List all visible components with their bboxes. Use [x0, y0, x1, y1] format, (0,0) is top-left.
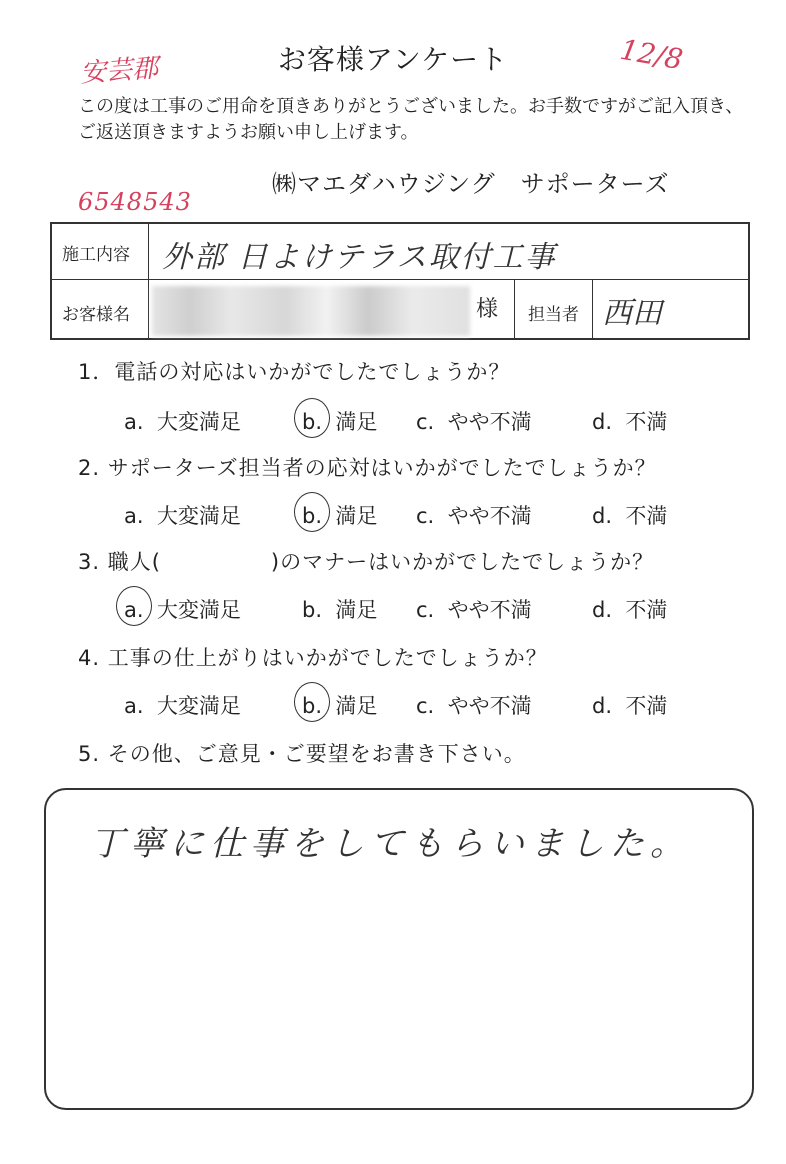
- option-b[interactable]: b. 満足: [302, 690, 377, 720]
- question-5: 5. その他、ご意見・ご要望をお書き下さい。: [78, 742, 526, 766]
- option-a[interactable]: a. 大変満足: [124, 410, 241, 434]
- option-b[interactable]: b. 満足: [302, 406, 377, 436]
- option-c[interactable]: c. やや不満: [416, 504, 532, 528]
- option-a[interactable]: a. 大変満足: [124, 504, 241, 528]
- work-value: 外部 日よけテラス取付工事: [162, 240, 557, 275]
- selection-circle: [116, 586, 152, 626]
- info-table: [50, 222, 750, 340]
- comment-text: 丁寧に仕事をしてもらいました。: [90, 824, 690, 864]
- option-a[interactable]: a. 大変満足: [124, 594, 241, 624]
- handwritten-date: 12/8: [617, 32, 686, 77]
- staff-value: 西田: [602, 296, 662, 331]
- option-d[interactable]: d. 不満: [592, 694, 668, 718]
- question-4: 4. 工事の仕上がりはいかがでしたでしょうか？: [78, 646, 548, 670]
- option-b[interactable]: b. 満足: [302, 500, 377, 530]
- question-2: 2. サポーターズ担当者の応対はいかがでしたでしょうか？: [78, 456, 657, 480]
- option-d[interactable]: d. 不満: [592, 410, 668, 434]
- intro-text: この度は工事のご用命を頂きありがとうございました。お手数ですがご記入頂き、ご返送頂きますようお願い申し上げます。: [78, 96, 744, 143]
- option-d[interactable]: d. 不満: [592, 504, 668, 528]
- handwritten-code: 6548543: [78, 188, 192, 216]
- option-a[interactable]: a. 大変満足: [124, 694, 241, 718]
- table-col-divider: [148, 224, 149, 338]
- work-label: 施工内容: [62, 245, 130, 265]
- option-d[interactable]: d. 不満: [592, 598, 668, 622]
- selection-circle: [294, 682, 330, 722]
- table-col-divider: [514, 279, 515, 338]
- customer-label: お客様名: [62, 305, 130, 325]
- question-1: 1．電話の対応はいかがでしたでしょうか？: [78, 360, 511, 384]
- page-title: お客様アンケート: [277, 43, 509, 76]
- table-row-divider: [52, 279, 748, 280]
- option-c[interactable]: c. やや不満: [416, 410, 532, 434]
- table-col-divider: [592, 279, 593, 338]
- honorific: 様: [476, 297, 499, 322]
- handwritten-district: 安芸郡: [79, 53, 160, 89]
- option-b[interactable]: b. 満足: [302, 598, 378, 622]
- customer-name-redacted: [152, 286, 470, 336]
- option-c[interactable]: c. やや不満: [416, 694, 532, 718]
- option-c[interactable]: c. やや不満: [416, 598, 532, 622]
- selection-circle: [294, 398, 330, 438]
- selection-circle: [294, 492, 330, 532]
- staff-label: 担当者: [528, 305, 579, 325]
- question-3: 3. 職人( )のマナーはいかがでしたでしょうか？: [78, 550, 655, 574]
- company-name: ㈱マエダハウジング サポーターズ: [272, 170, 670, 198]
